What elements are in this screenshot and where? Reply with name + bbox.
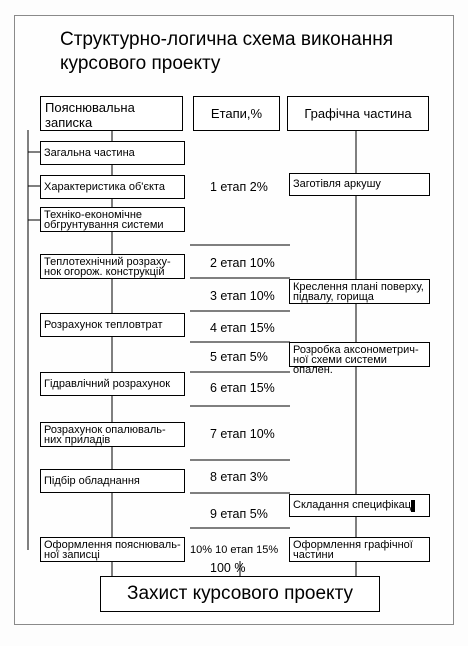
stage-5: 5 етап 5% xyxy=(210,350,268,364)
left-item-heat-loss-calculation: Розрахунок тепловтрат xyxy=(40,313,185,337)
left-item-heating-devices-calculation: Розрахунок опалюваль-них приладів xyxy=(40,422,185,447)
specification-label: Складання специфікац xyxy=(293,499,412,511)
right-item-sheet-preparation: Заготівля аркушу xyxy=(289,173,430,196)
left-item-equipment-selection: Підбір обладнання xyxy=(40,469,185,493)
left-item-hydraulic-calculation: Гідравлічний розрахунок xyxy=(40,372,185,396)
stage-8: 8 етап 3% xyxy=(210,470,268,484)
text-cursor-mark xyxy=(411,500,415,512)
stage-10: 10% 10 етап 15% xyxy=(190,544,279,556)
right-item-graphic-formatting: Оформлення графічної частини xyxy=(289,537,430,562)
stage-total: 100 % xyxy=(210,561,246,575)
left-item-object-characteristics: Характеристика об'єкта xyxy=(40,175,185,199)
header-stages: Етапи,% xyxy=(193,96,280,131)
right-item-axonometric-scheme: Розробка аксонометрич-ної схеми системи опален. xyxy=(289,342,430,367)
left-item-note-formatting xyxy=(40,537,185,562)
stage-4: 4 етап 15% xyxy=(210,321,275,335)
stage-7: 7 етап 10% xyxy=(210,427,275,441)
left-item-feasibility-study: Техніко-економічне обгрунтування системи xyxy=(40,207,185,232)
header-explanatory-note: Пояснювальна записка xyxy=(40,96,183,131)
final-defense-box: Захист курсового проекту xyxy=(100,576,380,612)
left-item-thermal-calculation: Теплотехнічний розраху-нок огорож. конструкцій xyxy=(40,254,185,279)
header-graphic-part: Графічна частина xyxy=(287,96,429,131)
stage-1: 1 етап 2% xyxy=(210,180,268,194)
note-formatting-label: Оформлення пояснюваль-ної записці xyxy=(44,539,181,561)
stage-3: 3 етап 10% xyxy=(210,289,275,303)
right-item-specification xyxy=(289,494,430,517)
diagram-title: Структурно-логична схема виконання курсового проекту xyxy=(60,29,394,74)
right-item-floor-plans: Креслення плані поверху, підвалу, горища xyxy=(289,279,430,304)
left-item-general-part: Загальна частина xyxy=(40,141,185,165)
stage-9: 9 етап 5% xyxy=(210,507,268,521)
stage-2: 2 етап 10% xyxy=(210,256,275,270)
stage-6: 6 етап 15% xyxy=(210,381,275,395)
